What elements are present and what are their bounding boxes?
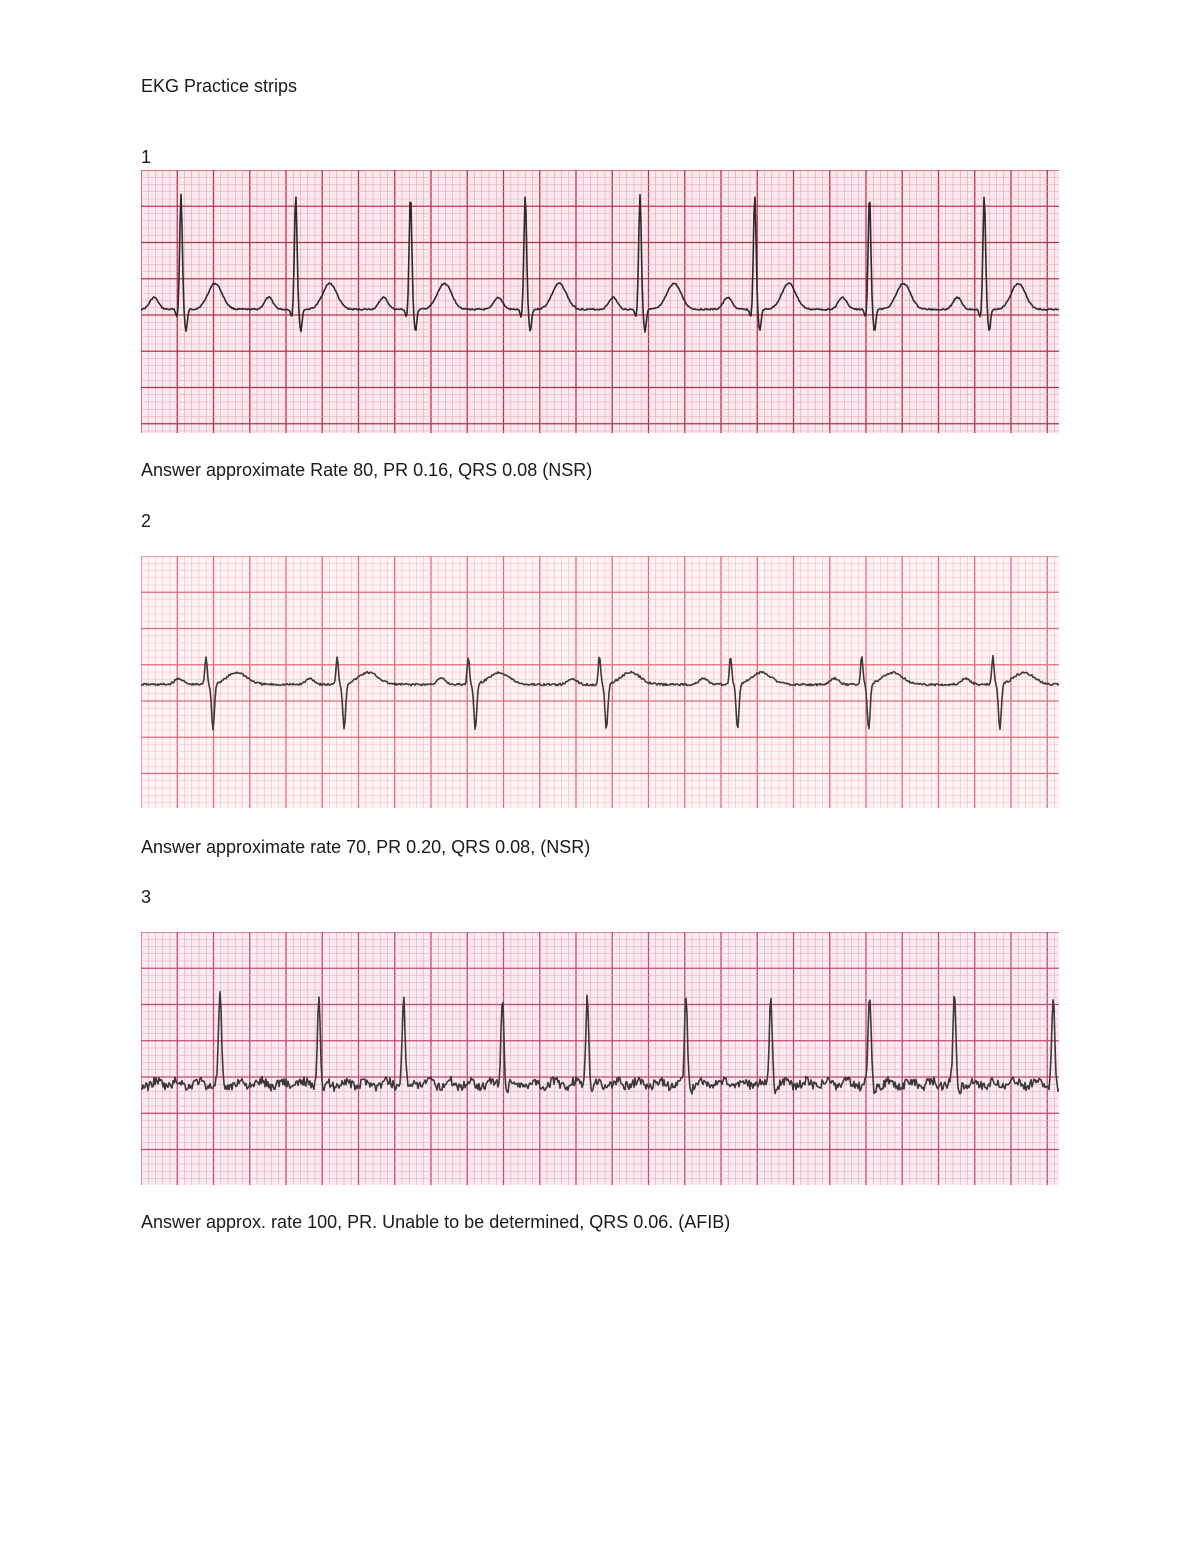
strip-answer: Answer approx. rate 100, PR. Unable to be determined, QRS 0.06. (AFIB) [141, 1212, 731, 1232]
strip-number: 3 [141, 887, 152, 907]
strip-answer: Answer approximate Rate 80, PR 0.16, QRS 0.08 (NSR) [141, 460, 593, 480]
ekg-strip [141, 170, 1059, 433]
strip-number: 2 [141, 511, 152, 531]
strip-number: 1 [141, 147, 152, 167]
ekg-strip [141, 932, 1059, 1185]
strip-answer: Answer approximate rate 70, PR 0.20, QRS 0.08, (NSR) [141, 837, 591, 857]
page-title: EKG Practice strips [141, 76, 298, 96]
ekg-strip [141, 556, 1059, 808]
